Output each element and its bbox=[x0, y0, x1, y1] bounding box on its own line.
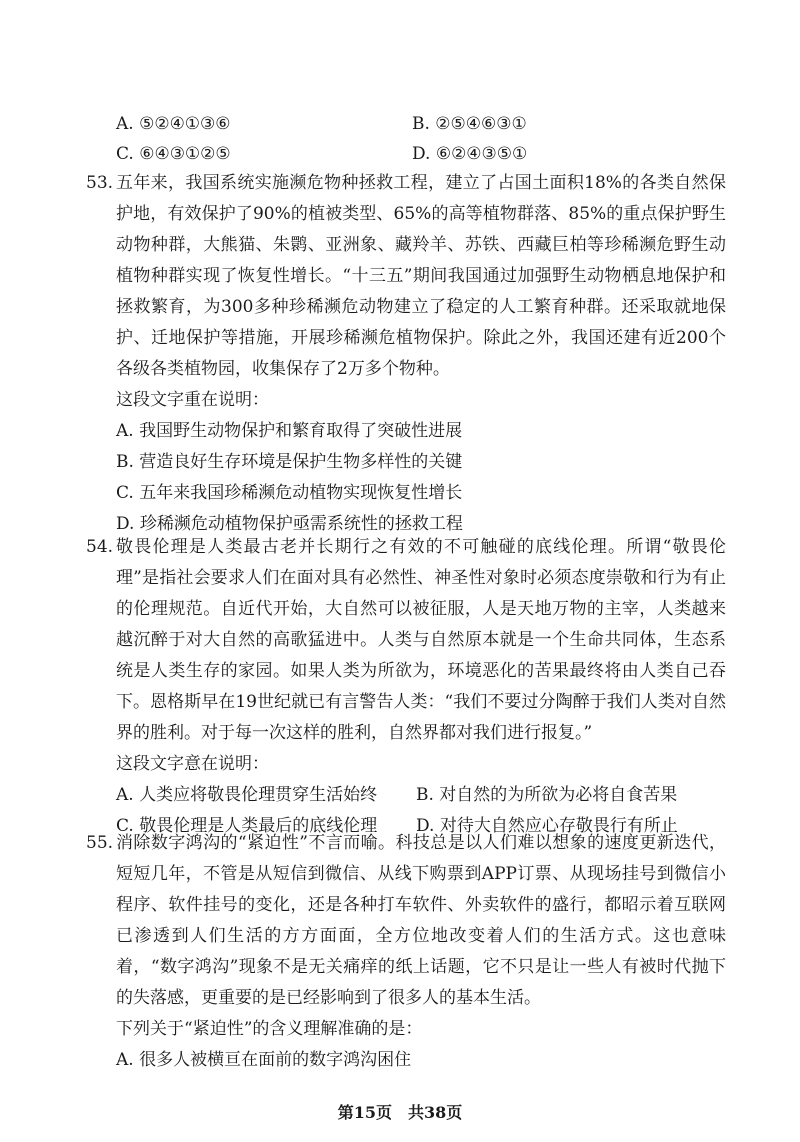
option-c: C. 敬畏伦理是人类最后的底线伦理 bbox=[116, 816, 378, 836]
option-d: D. 珍稀濒危动植物保护亟需系统性的拯救工程 bbox=[116, 514, 463, 534]
option-d: D. 对待大自然应心存敬畏行有所止 bbox=[416, 816, 678, 836]
question-stem: 敬畏伦理是人类最古老并长期行之有效的不可触碰的底线伦理。所谓“敬畏伦理”是指社会要求人们在面对具有必然性、神圣性对象时必须态度崇敬和行为有止的伦理规范。自近代开始，大自然可以被征服，人是天地万物的主宰，人类越来越沉醉于对大自然的高歌猛进中。人类与自然原本就是一个生命共同体，生态系统是人类生存的家园。如果人类为所欲为，环境恶化的苦果最终将由人类自己吞下。恩格斯早在19世纪就已有言警告人类：“我们不要过分陶醉于我们人类对自然界的胜利。对于每一次这样的胜利，自然界都对我们进行报复。” bbox=[116, 537, 726, 743]
question-stem: 五年来，我国系统实施濒危物种拯救工程，建立了占国土面积18%的各类自然保护地，有效保护了90%的植被类型、65%的高等植物群落、85%的重点保护野生动物种群，大熊猫、朱鹮、亚洲象、藏羚羊、苏铁、西藏巨柏等珍稀濒危野生动植物种群实现了恢复性增长。“十三五”期间我国通过加强野生动物栖息地保护和拯救繁育，为300多种珍稀濒危动物建立了稳定的人工繁育种群。还采取就地保护、迁地保护等措施，开展珍稀濒危植物保护。除此之外，我国还建有近200个各级各类植物园，收集保存了2万多个物种。 bbox=[116, 173, 726, 379]
question-55 bbox=[86, 828, 726, 1076]
option-c: C. 五年来我国珍稀濒危动植物实现恢复性增长 bbox=[116, 483, 463, 503]
question-prompt: 这段文字意在说明： bbox=[116, 754, 269, 774]
question-53 bbox=[86, 168, 726, 540]
option-a: A. 很多人被横亘在面前的数字鸿沟困住 bbox=[116, 1050, 412, 1070]
page-footer: 第15页 共38页 bbox=[337, 1103, 463, 1122]
question-number: 53. bbox=[86, 173, 114, 193]
prev-option-a: A. ⑤②④①③⑥ bbox=[116, 114, 231, 134]
question-prompt: 下列关于“紧迫性”的含义理解准确的是： bbox=[116, 1019, 423, 1039]
question-54 bbox=[86, 532, 726, 842]
option-row bbox=[116, 780, 726, 811]
option-a: A. 人类应将敬畏伦理贯穿生活始终 bbox=[116, 785, 378, 805]
prev-option-b: B. ②⑤④⑥③① bbox=[412, 114, 527, 134]
option-b: B. 营造良好生存环境是保护生物多样性的关键 bbox=[116, 452, 463, 472]
option-b: B. 对自然的为所欲为必将自食苦果 bbox=[416, 785, 678, 805]
question-prompt: 这段文字重在说明： bbox=[116, 390, 269, 410]
question-number: 55. bbox=[86, 833, 114, 853]
question-stem: 消除数字鸿沟的“紧迫性”不言而喻。科技总是以人们难以想象的速度更新迭代，短短几年，不管是从短信到微信、从线下购票到APP订票、从现场挂号到微信小程序、软件挂号的变化，还是各种打车软件、外卖软件的盛行，都昭示着互联网已渗透到人们生活的方方面面，全方位地改变着人们的生活方式。这也意味着，“数字鸿沟”现象不是无关痛痒的纸上话题，它不只是让一些人有被时代抛下的失落感，更重要的是已经影响到了很多人的基本生活。 bbox=[116, 833, 726, 1008]
question-number: 54. bbox=[86, 537, 114, 557]
option-a: A. 我国野生动物保护和繁育取得了突破性进展 bbox=[116, 421, 463, 441]
prev-option-c: C. ⑥④③①②⑤ bbox=[116, 144, 231, 164]
prev-option-d: D. ⑥②④③⑤① bbox=[412, 144, 528, 164]
